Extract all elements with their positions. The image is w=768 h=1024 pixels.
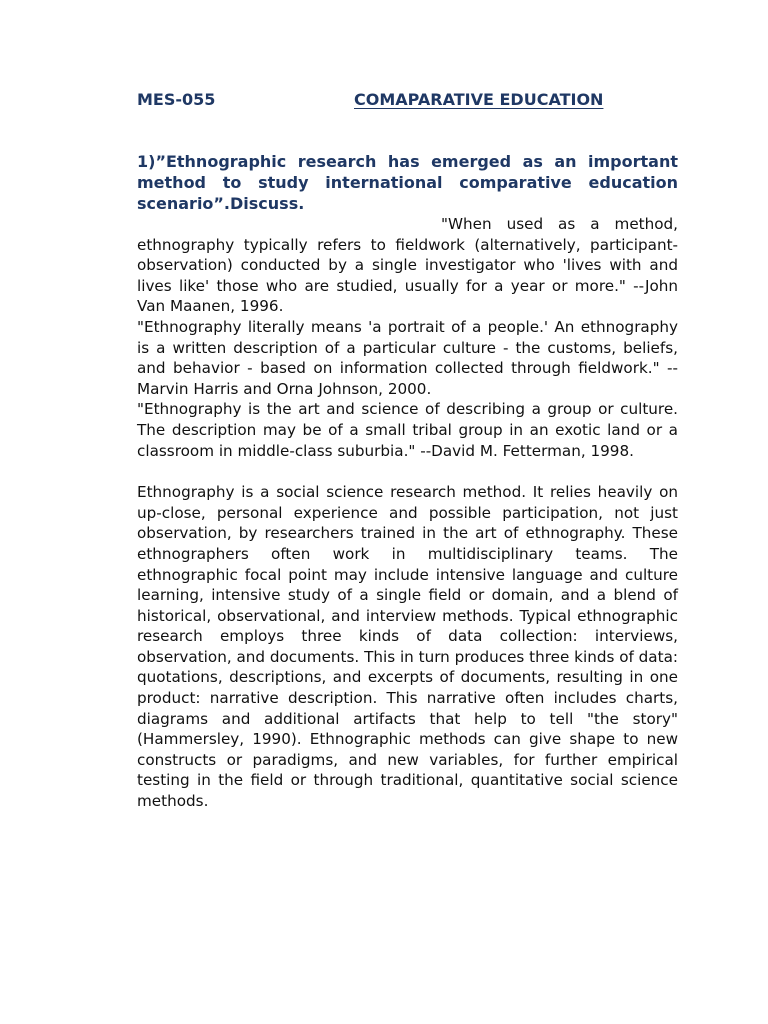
course-code: MES-055 xyxy=(137,90,216,109)
course-title: COMAPARATIVE EDUCATION xyxy=(354,90,604,109)
body-paragraph: Ethnography is a social science research method. It relies heavily on up-close, personal experience and possible participation, not just observation, by researchers trained in the art of ethnography. These ethnographers often work in multidisciplinary teams. The ethnographic focal point may include intensive language and culture learning, intensive study of a single field or domain, and a blend of historical, observational, and interview methods. Typical ethnographic research employs three kinds of data collection: interviews, observation, and documents. This in turn produces three kinds of data: quotations, descriptions, and excerpts of documents, resulting in one product: narrative description. This narrative often includes charts, diagrams and additional artifacts that help to tell "the story" (Hammersley, 1990). Ethnographic methods can give shape to new constructs or paradigms, and new variables, for further empirical testing in the field or through traditional, quantitative social science methods. xyxy=(137,483,678,811)
document-header xyxy=(137,90,697,114)
question-heading: 1)”Ethnographic research has emerged as an important method to study international comparative education scenario”.Discuss. xyxy=(137,152,678,213)
quote-harris-johnson: "Ethnography literally means 'a portrait of a people.' An ethnography is a written description of a particular culture - the customs, beliefs, and behavior - based on information collected through fieldwork." --Marvin Harris and Orna Johnson, 2000. xyxy=(137,317,678,398)
paragraph-spacer xyxy=(137,461,678,482)
quote-van-maanen: "When used as a method, ethnography typically refers to fieldwork (alternatively, participant-observation) conducted by a single investigator who 'lives with and lives like' those who are studied, usually for a year or more." --John Van Maanen, 1996. xyxy=(137,215,678,316)
quote-fetterman: "Ethnography is the art and science of describing a group or culture. The description may be of a small tribal group in an exotic land or a classroom in middle-class suburbia." --David M. Fetterman, 1998. xyxy=(137,400,678,460)
answer-body xyxy=(137,214,678,812)
